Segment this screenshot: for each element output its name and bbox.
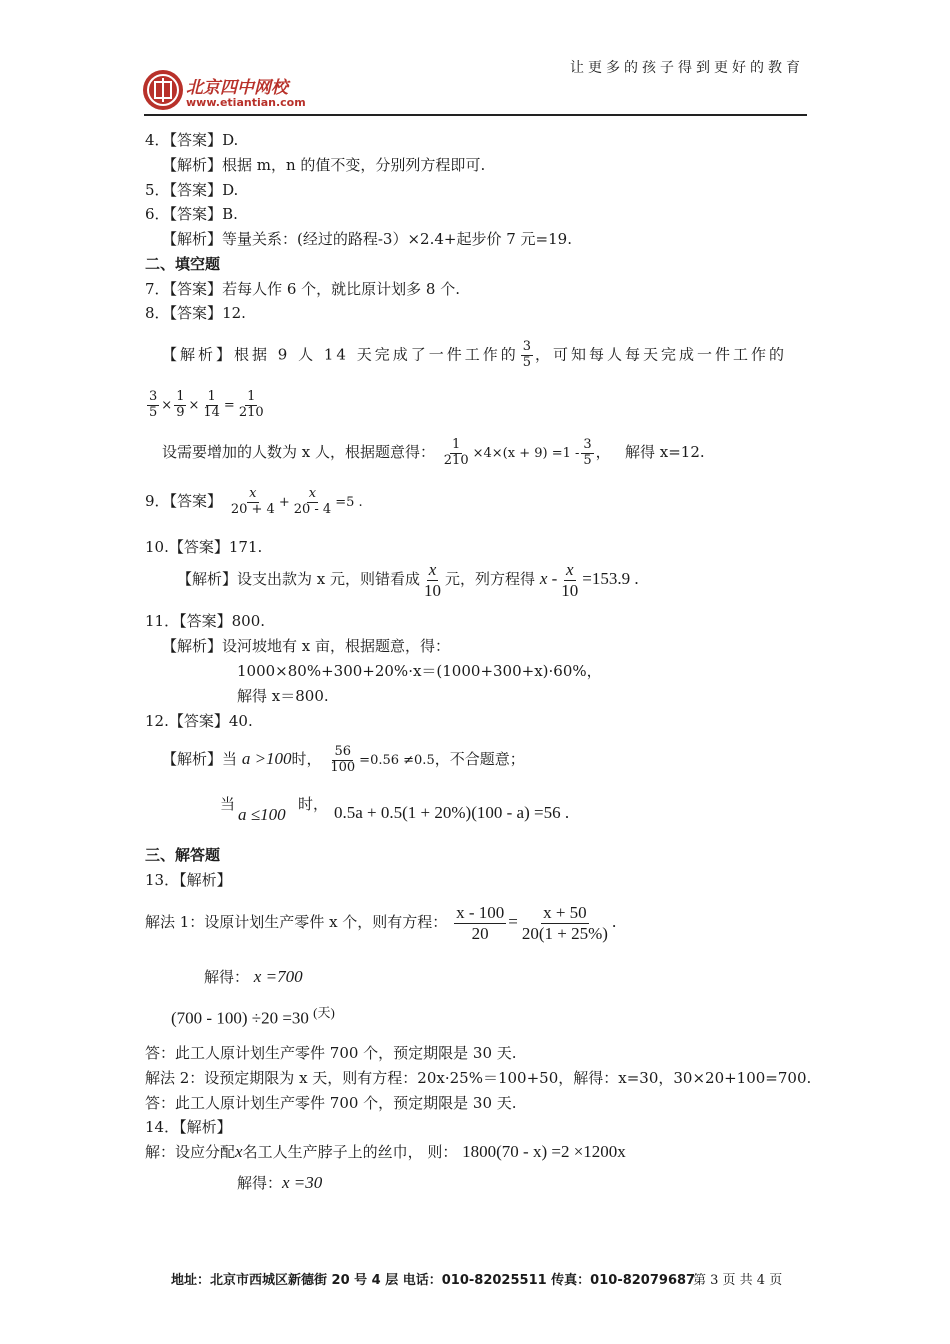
q10-answer: 10.【答案】171.: [145, 538, 263, 556]
q11-answer: 11．【答案】800.: [145, 612, 266, 630]
q8-explanation-line1: 【解析】根据 9 人 14 天完成了一件工作的 $\frac{3}{5}$ ，可知每人每天完成一件工作的: [162, 339, 788, 370]
q9-answer: 9．【答案】 $\frac{x}{20 + 4}$ + $\frac{x}{20 - 4}$ =5 .: [145, 486, 363, 517]
q13-method2: 解法 2：设预定期限为 x 天，则有方程：20x·25%＝100+50，解得：x=30，30×20+100=700.: [145, 1069, 812, 1087]
q14-setup: 解：设应分配x名工人生产脖子上的丝巾， 则： 1800(70 - x) =2 ×1200x: [145, 1142, 626, 1161]
q12-case2-when: 当: [220, 795, 236, 813]
q12-answer: 12.【答案】40.: [145, 712, 253, 730]
q10-explanation: 【解析】设支出款为 x 元，则错看成 $\frac{x}{10}$ 元，列方程得 x - $\frac{x}{10}$ =153.9 .: [177, 560, 639, 600]
q4-explanation: 【解析】根据 m，n 的值不变，分别列方程即可.: [162, 156, 486, 174]
q6-explanation: 【解析】等量关系：(经过的路程-3）×2.4+起步价 7 元=19.: [162, 230, 572, 248]
logo-text: 北京四中网校: [186, 78, 288, 98]
section-solve-title: 三、解答题: [145, 846, 221, 864]
q13-answer2: 答：此工人原计划生产零件 700 个，预定期限是 30 天.: [145, 1094, 517, 1112]
q13-method1: 解法 1：设原计划生产零件 x 个，则有方程： $\frac{x - 100}{20}$ = $\frac{x + 50}{20(1 + 25\%)}$ .: [145, 903, 617, 943]
school-logo-icon: [143, 70, 183, 110]
q14-heading: 14．【解析】: [145, 1118, 232, 1136]
q14-solve: 解得：x =30: [237, 1173, 323, 1192]
q8-equation2: 设需要增加的人数为 x 人，根据题意得： $\frac{1}{210}$ ×4×(x + 9) =1 - $\frac{3}{5}$ ， 解得 x=12.: [162, 437, 705, 468]
q5-answer: 5．【答案】D.: [145, 181, 239, 199]
q11-equation: 1000×80%+300+20%·x＝(1000+300+x)·60%，: [237, 662, 602, 680]
q13-solve: 解得： x =700: [204, 967, 303, 986]
q8-equation1: $\frac{3}{5}$ × $\frac{1}{9}$ × $\frac{1}{14}$ = $\frac{1}{210}$: [149, 389, 264, 420]
logo-url: www.etiantian.com: [186, 96, 306, 109]
header-divider: [144, 114, 807, 116]
q4-answer: 4．【答案】D.: [145, 131, 239, 149]
q6-answer: 6．【答案】B.: [145, 205, 238, 223]
q12-case2-shi: 时，: [298, 795, 329, 813]
q11-explanation: 【解析】设河坡地有 x 亩，根据题意，得：: [162, 637, 451, 655]
q13-calc: (700 - 100) ÷20 =30 $^{(天)}$: [171, 1005, 335, 1028]
footer-page-number: 第 3 页 共 4 页: [693, 1273, 783, 1288]
q13-answer1: 答：此工人原计划生产零件 700 个，预定期限是 30 天.: [145, 1044, 517, 1062]
header-slogan: 让更多的孩子得到更好的教育: [570, 60, 804, 76]
q11-solution: 解得 x＝800.: [237, 687, 329, 705]
q12-case2-equation: 0.5a + 0.5(1 + 20%)(100 - a) =56 .: [334, 803, 570, 822]
footer-contact: 地址：北京市西城区新德街 20 号 4 层 电话：010-82025511 传真：010-82079687: [171, 1273, 696, 1288]
q7-answer: 7．【答案】若每人作 6 个，就比原计划多 8 个.: [145, 280, 460, 298]
q8-answer: 8．【答案】12.: [145, 304, 246, 322]
section-fill-blank-title: 二、填空题: [145, 255, 221, 273]
q12-case1: 【解析】当 a >100时， $\frac{56}{100}$ =0.56 ≠0.5，不合题意；: [162, 744, 525, 775]
q13-heading: 13．【解析】: [145, 871, 232, 889]
q12-case2-condition: a ≤100: [238, 805, 286, 824]
